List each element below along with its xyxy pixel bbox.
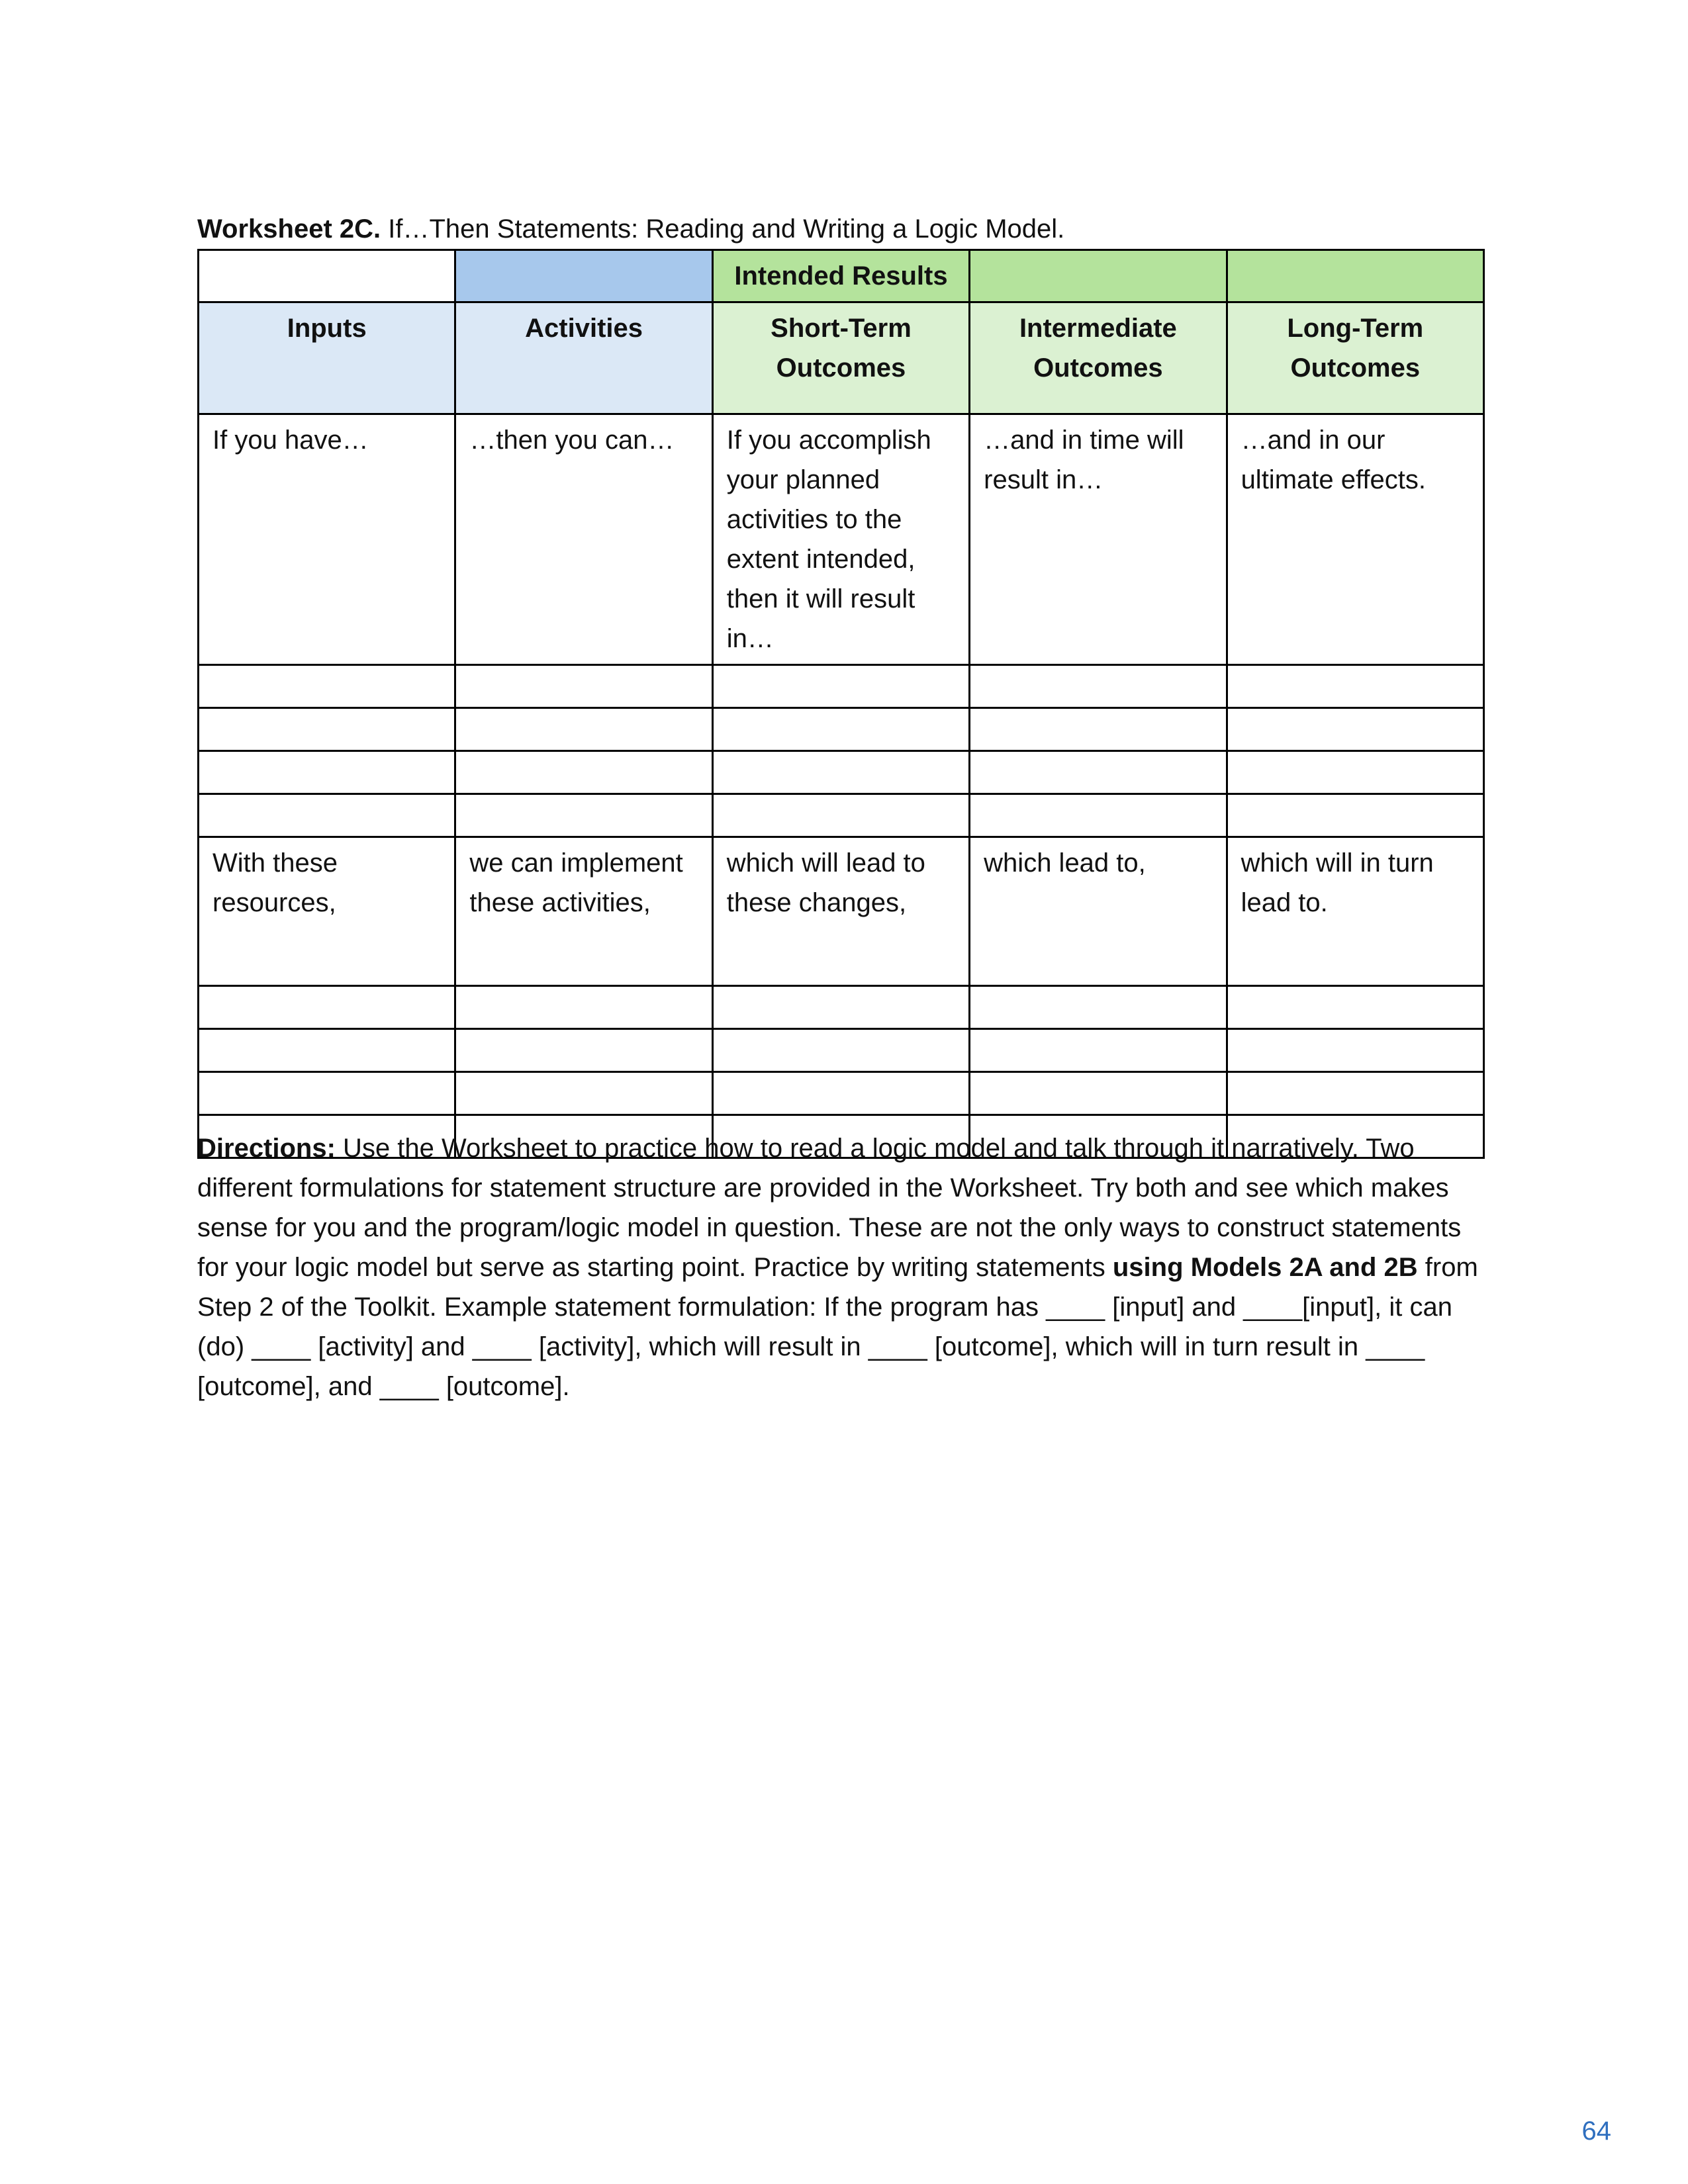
blank-entry-row [199,708,1484,751]
blank-cell[interactable] [712,665,969,708]
statement-cell: which will in turn lead to. [1227,837,1483,986]
statement-cell: If you accomplish your planned activities to the extent intended, then it will result in… [712,414,969,665]
statement-cell: …and in time will result in… [970,414,1227,665]
blank-cell[interactable] [1227,1072,1483,1115]
blank-cell[interactable] [712,986,969,1029]
statement-cell: which lead to, [970,837,1227,986]
blank-cell[interactable] [199,751,455,794]
blank-cell[interactable] [1227,708,1483,751]
blank-entry-row [199,986,1484,1029]
column-header-long-term: Long-Term Outcomes [1227,302,1483,414]
blank-cell[interactable] [712,1072,969,1115]
logic-model-worksheet-table [197,249,1485,1159]
blank-cell[interactable] [1227,751,1483,794]
blank-cell[interactable] [712,794,969,837]
blank-cell[interactable] [970,794,1227,837]
directions-text: Use the Worksheet to practice how to read a logic model and talk through it narratively. Two different formulations for statement structure are provided in the Worksheet. Try both and see which makes sense for you and the program/logic model in question. These are not the only ways to construct statements for your logic model but serve as starting point. Practice by writing statements [197,1134,1462,1282]
header-blank-cell [455,250,712,302]
blank-cell[interactable] [1227,1029,1483,1072]
header-blank-cell [199,250,455,302]
blank-cell[interactable] [199,1072,455,1115]
blank-cell[interactable] [199,665,455,708]
column-header-intermediate: Intermediate Outcomes [970,302,1227,414]
blank-cell[interactable] [455,1072,712,1115]
intended-results-header: Intended Results [712,250,969,302]
blank-cell[interactable] [199,794,455,837]
blank-cell[interactable] [970,1072,1227,1115]
blank-entry-row [199,794,1484,837]
blank-cell[interactable] [455,986,712,1029]
blank-cell[interactable] [970,751,1227,794]
statement-cell: …and in our ultimate effects. [1227,414,1483,665]
header-blank-cell [970,250,1227,302]
directions-label: Directions: [197,1134,336,1163]
worksheet-title: If…Then Statements: Reading and Writing a Logic Model. [381,214,1065,244]
statement-cell: …then you can… [455,414,712,665]
blank-cell[interactable] [970,665,1227,708]
blank-cell[interactable] [712,708,969,751]
blank-cell[interactable] [455,751,712,794]
blank-cell[interactable] [199,986,455,1029]
column-header-activities: Activities [455,302,712,414]
directions-bold-phrase: using Models 2A and 2B [1112,1253,1418,1282]
blank-cell[interactable] [455,1029,712,1072]
blank-entry-row [199,1072,1484,1115]
column-header-short-term: Short-Term Outcomes [712,302,969,414]
blank-cell[interactable] [1227,794,1483,837]
statement-cell: which will lead to these changes, [712,837,969,986]
blank-entry-row [199,751,1484,794]
blank-entry-row [199,665,1484,708]
blank-cell[interactable] [712,1029,969,1072]
directions-text-continued: from Step 2 of the Toolkit. Example statement formulation: If the program has ____ [input] and ____[input], it can (do) ____ [activity] and ____ [activity], which will result in ____ [outcome], which will in turn result in ____ [outcome], and ____ [outcome]. [197,1253,1478,1401]
blank-cell[interactable] [970,1029,1227,1072]
statement-row-a [199,414,1484,665]
blank-cell[interactable] [970,986,1227,1029]
blank-cell[interactable] [199,1029,455,1072]
header-blank-cell [1227,250,1483,302]
blank-cell[interactable] [455,794,712,837]
blank-cell[interactable] [970,708,1227,751]
blank-cell[interactable] [1227,665,1483,708]
blank-entry-row [199,1029,1484,1072]
column-header-inputs: Inputs [199,302,455,414]
blank-cell[interactable] [712,751,969,794]
blank-cell[interactable] [199,708,455,751]
worksheet-label: Worksheet 2C. [197,214,381,244]
statement-cell: we can implement these activities, [455,837,712,986]
column-header-row [199,302,1484,414]
blank-cell[interactable] [455,665,712,708]
page-number: 64 [1581,2116,1611,2146]
statement-cell: With these resources, [199,837,455,986]
statement-row-b [199,837,1484,986]
worksheet-caption [197,210,1064,248]
directions-paragraph [197,1128,1485,1406]
table-top-header-row [199,250,1484,302]
blank-cell[interactable] [455,708,712,751]
statement-cell: If you have… [199,414,455,665]
blank-cell[interactable] [1227,986,1483,1029]
